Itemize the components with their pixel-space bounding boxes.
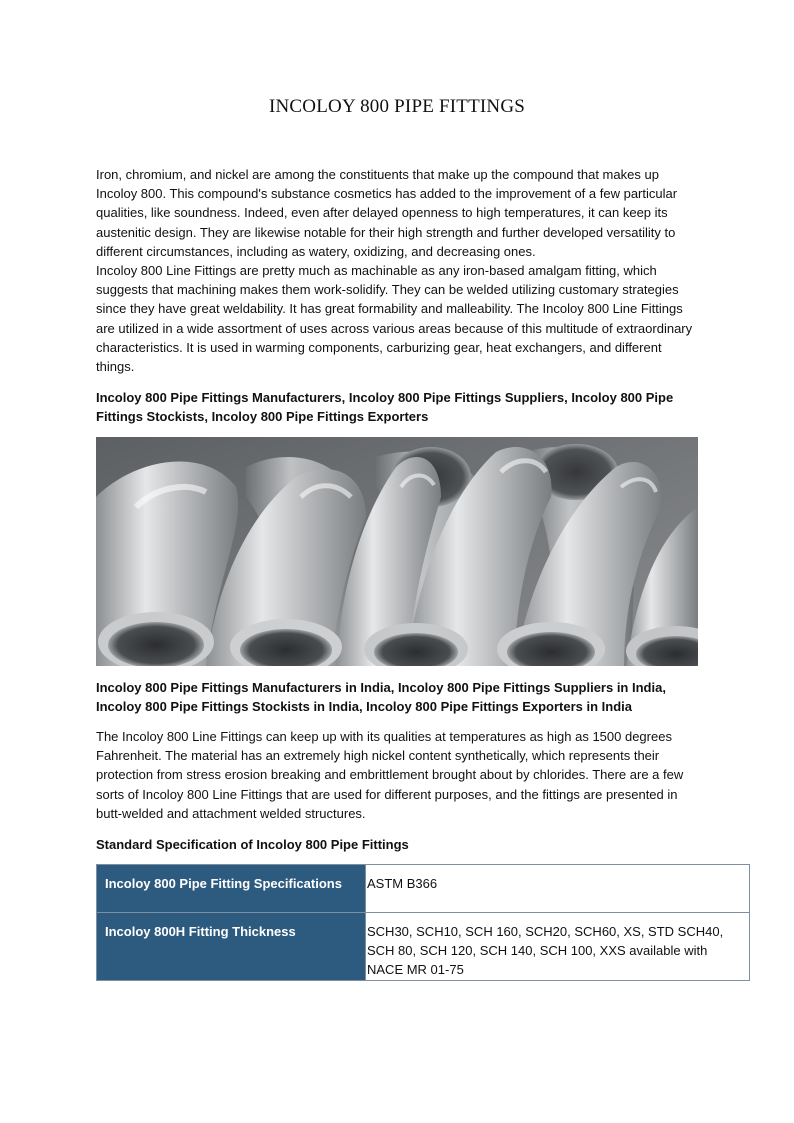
- spec-table: [96, 864, 750, 981]
- spec-key: Incoloy 800H Fitting Thickness: [97, 913, 366, 981]
- pipe-elbows-photo: [96, 437, 698, 666]
- india-heading: Incoloy 800 Pipe Fittings Manufacturers in India, Incoloy 800 Pipe Fittings Suppliers in India, Incoloy 800 Pipe Fittings Stockists in India, Incoloy 800 Pipe Fittings Exporters in India: [96, 680, 666, 715]
- intro-paragraph-2: Incoloy 800 Line Fittings are pretty much as machinable as any iron-based amalgam fitting, which suggests that machining makes them work-solidify. They can be welded utilizing customary strategies since they have great weldability. It has great formability and malleability. The Incoloy 800 Line Fittings are utilized in a wide assortment of uses across various areas because of this multitude of extraordinary characteristics. It is used in warming components, carburizing gear, heat exchangers, and different things.: [96, 263, 693, 375]
- temperature-section: [96, 727, 700, 823]
- spec-value: ASTM B366: [366, 865, 750, 913]
- suppliers-heading: Incoloy 800 Pipe Fittings Manufacturers, Incoloy 800 Pipe Fittings Suppliers, Incoloy 800 Pipe Fittings Stockists, Incoloy 800 Pipe Fittings Exporters: [96, 390, 674, 425]
- page-title: INCOLOY 800 PIPE FITTINGS: [268, 96, 526, 117]
- spec-value: SCH30, SCH10, SCH 160, SCH20, SCH60, XS, STD SCH40, SCH 80, SCH 120, SCH 140, SCH 100, XXS available with NACE MR 01-75: [366, 913, 750, 981]
- spec-key: Incoloy 800 Pipe Fitting Specifications: [97, 865, 366, 913]
- temperature-paragraph: The Incoloy 800 Line Fittings can keep up with its qualities at temperatures as high as 1500 degrees Fahrenheit. The material has an extremely high nickel content synthetically, which represents their protection from stress erosion breaking and embrittlement brought about by chlorides. There are a few sorts of Incoloy 800 Line Fittings that are used for different purposes, and the fittings are presented in butt-welded and attachment welded structures.: [96, 729, 684, 821]
- intro-paragraph-1: Iron, chromium, and nickel are among the constituents that make up the compound that makes up Incoloy 800. This compound's substance cosmetics has added to the improvement of a few particular qualities, like soundness. Indeed, even after delayed openness to high temperatures, it can keep its austenitic design. They are likewise notable for their high strength and further developed versatility to different circumstances, including as watery, oxidizing, and decreasing ones.: [96, 167, 678, 259]
- spec-row-thickness: [97, 913, 750, 981]
- intro-section: [96, 165, 700, 376]
- spec-heading: Standard Specification of Incoloy 800 Pipe Fittings: [96, 837, 409, 852]
- spec-row-specifications: [97, 865, 750, 913]
